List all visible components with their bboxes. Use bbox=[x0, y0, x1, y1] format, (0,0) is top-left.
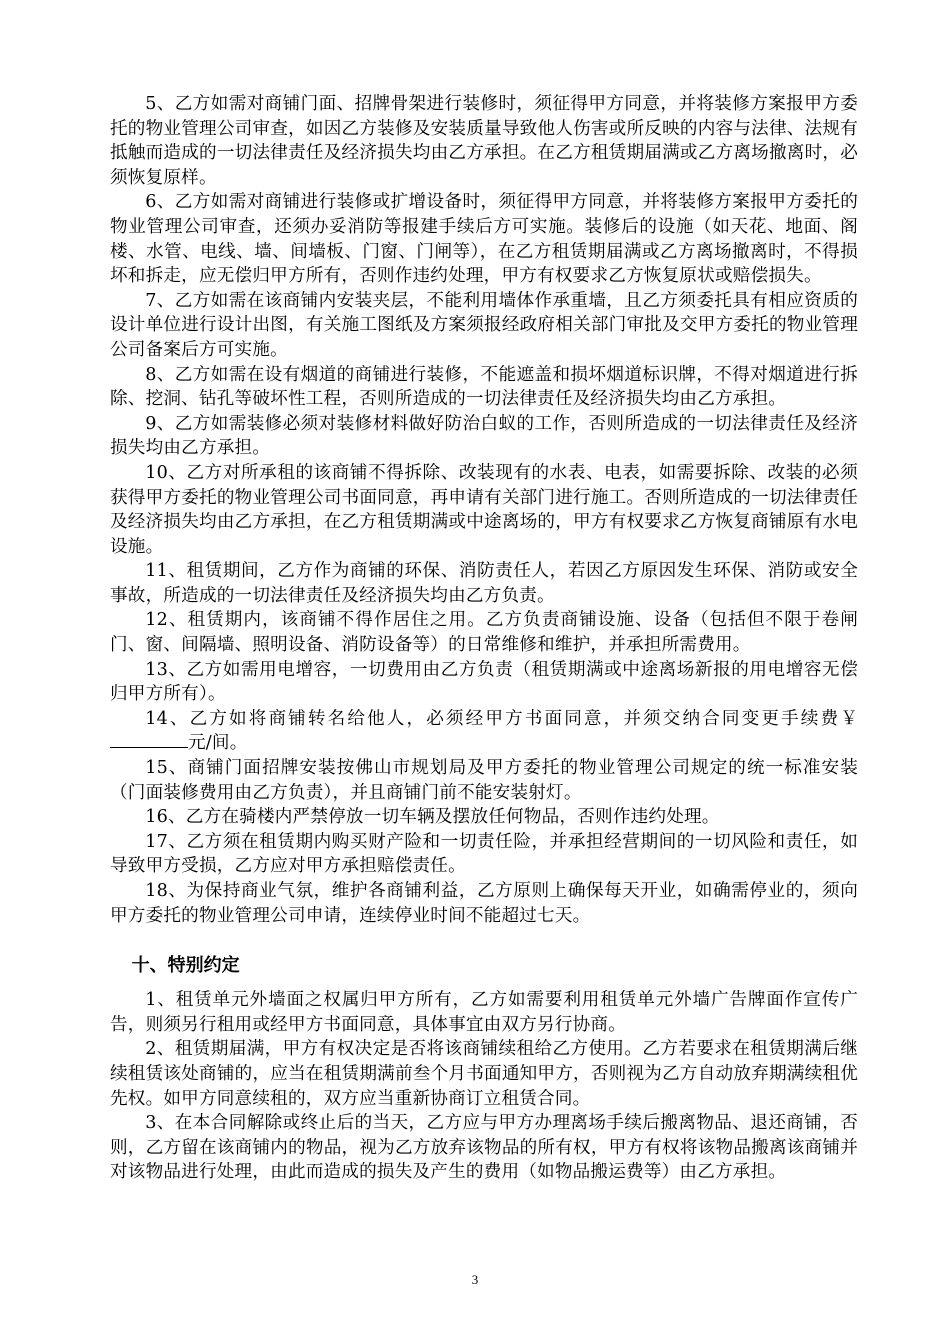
clause-9: 9、乙方如需装修必须对装修材料做好防治白蚁的工作，否则所造成的一切法律责任及经济损失均由乙方承担。 bbox=[110, 413, 858, 459]
clause-15: 15、商铺门面招牌安装按佛山市规划局及甲方委托的物业管理公司规定的统一标准安装（门面装修费用由乙方负责），并且商铺门前不能安装射灯。 bbox=[110, 758, 858, 803]
clause-17: 17、乙方须在租赁期内购买财产险和一切责任险，并承担经营期间的一切风险和责任，如导致甲方受损，乙方应对甲方承担赔偿责任。 bbox=[110, 831, 858, 877]
clause-11: 11、租赁期间，乙方作为商铺的环保、消防责任人，若因乙方原因发生环保、消防或安全事故，所造成的一切法律责任及经济损失均由乙方负责。 bbox=[110, 561, 858, 606]
special-clause-2: 2、租赁期届满，甲方有权决定是否将该商铺续租给乙方使用。乙方若要求在租赁期满后继续租赁该处商铺的，应当在租赁期满前叁个月书面通知甲方，否则视为乙方自动放弃期满续租优先权。如甲方同意续租的，双方应当重新协商订立租赁合同。 bbox=[110, 1039, 858, 1109]
clause-16: 16、乙方在骑楼内严禁停放一切车辆及摆放任何物品，否则作违约处理。 bbox=[145, 807, 720, 828]
clause-5: 5、乙方如需对商铺门面、招牌骨架进行装修时，须征得甲方同意，并将装修方案报甲方委托的物业管理公司审查，如因乙方装修及安装质量导致他人伤害或所反映的内容与法律、法规有抵触而造成的一切法律责任及经济损失均由乙方承担。在乙方租赁期届满或乙方离场撤离时，必须恢复原样。 bbox=[110, 94, 858, 188]
clause-14 bbox=[110, 707, 858, 756]
section-heading-special-terms: 十、特别约定 bbox=[131, 955, 240, 977]
contract-body bbox=[110, 92, 858, 1185]
clause-14-unit: 元/间。 bbox=[188, 733, 248, 754]
clause-7: 7、乙方如需在该商铺内安装夹层，不能利用墙体作承重墙，且乙方须委托具有相应资质的设计单位进行设计出图，有关施工图纸及方案须报经政府相关部门审批及交甲方委托的物业管理公司备案后方可实施。 bbox=[110, 290, 858, 360]
clause-8: 8、乙方如需在设有烟道的商铺进行装修，不能遮盖和损坏烟道标识牌，不得对烟道进行拆除、挖洞、钻孔等破坏性工程，否则所造成的一切法律责任及经济损失均由乙方承担。 bbox=[110, 364, 858, 410]
clause-18: 18、为保持商业气氛，维护各商铺利益，乙方原则上确保每天开业，如确需停业的，须向甲方委托的物业管理公司申请，连续停业时间不能超过七天。 bbox=[110, 881, 858, 926]
special-clause-3: 3、在本合同解除或终止后的当天，乙方应与甲方办理离场手续后搬离物品、退还商铺，否则，乙方留在该商铺内的物品，视为乙方放弃该物品的所有权，甲方有权将该物品搬离该商铺并对该物品进行处理，由此而造成的损失及产生的费用（如物品搬运费等）由乙方承担。 bbox=[110, 1113, 858, 1183]
clause-14-text: 14、乙方如将商铺转名给他人，必须经甲方书面同意，并须交纳合同变更手续费￥ bbox=[145, 708, 858, 729]
clause-13: 13、乙方如需用电增容，一切费用由乙方负责（租赁期满或中途离场新报的用电增容无偿归甲方所有）。 bbox=[110, 659, 858, 705]
fee-blank-line bbox=[110, 731, 188, 748]
clause-10: 10、乙方对所承租的该商铺不得拆除、改装现有的水表、电表，如需要拆除、改装的必须获得甲方委托的物业管理公司书面同意，再申请有关部门进行施工。否则所造成的一切法律责任及经济损失均由乙方承担，在乙方租赁期满或中途离场的，甲方有权要求乙方恢复商铺原有水电设施。 bbox=[110, 462, 858, 557]
clause-12: 12、租赁期内，该商铺不得作居住之用。乙方负责商铺设施、设备（包括但不限于卷闸门、窗、间隔墙、照明设备、消防设备等）的日常维修和维护，并承担所需费用。 bbox=[110, 610, 858, 656]
special-clause-1: 1、租赁单元外墙面之权属归甲方所有，乙方如需要利用租赁单元外墙广告牌面作宣传广告，则须另行租用或经甲方书面同意，具体事宜由双方另行协商。 bbox=[110, 990, 858, 1035]
page-number: 3 bbox=[471, 1272, 479, 1287]
clause-6: 6、乙方如需对商铺进行装修或扩增设备时，须征得甲方同意，并将装修方案报甲方委托的物业管理公司审查，还须办妥消防等报建手续后方可实施。装修后的设施（如天花、地面、阁楼、水管、电线、墙、间墙板、门窗、门闸等），在乙方租赁期届满或乙方离场撤离时，不得损坏和拆走，应无偿归甲方所有，否则作违约处理，甲方有权要求乙方恢复原状或赔偿损失。 bbox=[110, 192, 858, 287]
